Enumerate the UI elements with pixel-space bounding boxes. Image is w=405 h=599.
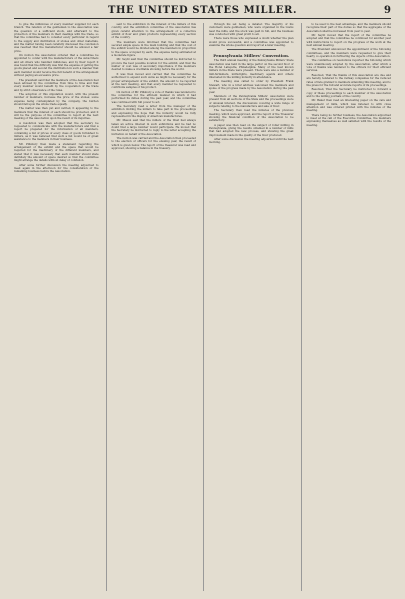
paragraph: sent to the exhibition in the interest of the millers of this country, and the exhibition committee of the Association has given careful attention to the arrangement of a collective exhibit of flour and grain products representing every section of the country. [111, 23, 196, 40]
newspaper-title: THE UNITED STATES MILLER. [107, 5, 298, 16]
paragraph: Members of the Pennsylvania Millers' Association were present from all sections of the State and the proceedings were of unusual interest, the discussions covering a wide range of subjects relating to the manufacture and sale of flour. [209, 94, 294, 108]
column-2 [106, 23, 197, 591]
column-3 [203, 23, 294, 591]
column-4 [301, 23, 392, 591]
paragraph: The members were informed that the committee had secured ample space in the main building and that the cost of the exhibit would be divided among the members in proportion to the space occupied by each, the expense being estimated at a moderate figure. [111, 40, 196, 58]
paragraph: to be used to the best advantage, and the members should recognize their part of the duties so that the aggregate of the Association shall be increased from year to year. [306, 23, 391, 33]
paragraph: There being no further business, the Association adjourned to meet at the call of the Executive Committee, the members expressing themselves as well satisfied with the results of the meeting. [306, 113, 391, 127]
page-number: 9 [384, 5, 391, 16]
paragraph: through his set being a debater. The majority of his customers were gentlemen, who were organized in the towns near the mills, and the stock was paid in full, and the business was conducted with great profit to all. [209, 23, 294, 37]
paragraph: The motion was carried and the Association then proceeded to the election of officers for the ensuing year, the result of which is given below. The report of the treasurer was read and approved, showing a balance in the treasury. [111, 137, 196, 151]
paragraph: The president said that the members of the Association had been advised by the committee from time to time and that every member would benefit by the cooperation of the trade and by strict observance of the rules. [14, 78, 99, 92]
paragraph: The meeting was called to order by President Frank Stewart, who in a brief address welcomed the members and spoke of the progress made by the Association during the past year. [209, 80, 294, 94]
paragraph: The adoption of this stipulation would, with the present number of members, increase the price of the stones; some expense being contemplated by the company, the burden should fall upon the whole trade equally. [14, 92, 99, 106]
paragraph: Resolved, That the thanks of this Association are due and are hereby tendered to the railway companies for the reduced rates of fare granted to members attending this meeting, and to the press for the full and accurate reports of its proceedings. [306, 73, 391, 87]
paragraph: Resolved, That the Secretary be instructed to forward a copy of these proceedings to each member of the Association and to the milling journals of the country. [306, 88, 391, 98]
paragraph: On motion the Association ordered that a committee be appointed to confer with the manufacturers of the subscribers and all others who handled millstones, and by their report it was found that the difficulty was first the expense of getting the goods placed and second the distribution in such a manner that each member would receive the full benefit of the arrangement without paying an excessive price. [14, 54, 99, 78]
paragraph: After some discussion the meeting adjourned until the next morning. [209, 137, 294, 145]
article-headline: Pennsylvania Millers' Convention. [213, 53, 290, 59]
paragraph: The committee on resolutions reported the following which were unanimously adopted by the Association, after which a vote of thanks was tendered to the officers for their efficient services. [306, 59, 391, 73]
section-divider [227, 49, 276, 50]
paragraph: to give the millstones of every member supplied for each branch. The relation of the gentleman to the Association was the question of a sufficient stock, and afterward to the protection of the members in their dealings with the trade, so that the committee had to consider every particular in regard to the supply and distribution of stones and other materials, and the matter having been carefully discussed the conclusion was reached that the manufacturer should be allowed a fair price. [14, 23, 99, 53]
paragraph: Mr. Pillsbury then made a statement regarding the arrangement of the exhibit and the space that would be required for the machinery of the different members, and stated that it was necessary that each member should state definitely the amount of space desired so that the committee might arrange the details without delay or confusion. [14, 142, 99, 163]
paragraph: A paper was then read on the subject of roller milling in Pennsylvania, giving the results obtained in a number of mills that had adopted the new process, and showing the great improvement made in the quality of the flour produced. [209, 123, 294, 137]
paragraph: Mr. Seybt moved that the report of the committee be adopted and that the committee be continued for another year with instructions to report on the progress of the work at the next annual meeting. [306, 34, 391, 48]
paragraph: Mr. Mason said that the millers of the West had always taken an active interest in such exhibitions and he had no doubt that a large number would participate. He moved that the Secretary be instructed to reply to the letter accepting the invitation on behalf of the Association. [111, 119, 196, 136]
paragraph: The matter was then put and carried, it appearing to the members that the interest of each should be protected, and it will be the purpose of the committee to report at the next meeting of the Association upon the result of its inquiries. [14, 107, 99, 121]
paragraph: The President announced the appointment of the following committees, and the members were requested to give their hearty co-operation in furthering the objects of the Association. [306, 48, 391, 59]
paragraph: There were those who expressed a doubt whether the plan would prove successful, and a committee was appointed to examine the whole question and report at a later meeting. [209, 37, 294, 48]
paragraph: A resolution was then adopted that the secretary be requested to communicate with the manufacturers and that a report be prepared for the information of all members, containing a list of prices of every class of goods furnished to millers, as it was believed that such a list would be of great assistance to the members in their business. [14, 121, 99, 142]
paragraph: The Secretary then read the minutes of the previous meeting, which were approved, and the report of the Treasurer showing the financial condition of the Association to be satisfactory. [209, 109, 294, 123]
paragraph: After some further discussion the meeting adjourned to meet again in the afternoon for the consideration of the remaining business before the Association. [14, 163, 99, 174]
paragraph: The Secretary read a letter from the manager of the exhibition inviting the millers to take part in the proceedings and expressing the hope that the industry would be fully represented in the display of American manufactures. [111, 104, 196, 118]
masthead [14, 4, 391, 19]
paragraph: On motion of Mr. Pillsbury a vote of thanks was tendered to the committee for the efficient manner in which it had performed its duties during the past year, and the committee was continued with full power to act. [111, 90, 196, 104]
paragraph: It was then moved and carried that the committee be authorized to expend such sums as might be necessary for the proper arrangement of the exhibit, the amount to be reported at the next meeting, and that every member be requested to contribute samples of his product. [111, 72, 196, 90]
paragraph: Mr. Seybt said that the committee should be instructed to procure the best possible location for the exhibit, and that the matter of cost was of secondary importance if the members desired to make a creditable showing before the world. [111, 58, 196, 72]
column-1 [14, 23, 99, 591]
article-columns [14, 23, 391, 591]
paragraph: Mr. Baker then read an interesting paper on the care and management of mills, which was listened to with close attention and was ordered printed with the minutes of the meeting. [306, 99, 391, 113]
paragraph: The third annual meeting of the Pennsylvania Millers' State Association was held in the large parlor on the second floor of the Hotel Lafayette, Philadelphia. Many of the best known millers in the State were present. There were also a number of mill-furnishers, millwrights, machinery agents and others interested in the milling industry in attendance. [209, 59, 294, 80]
